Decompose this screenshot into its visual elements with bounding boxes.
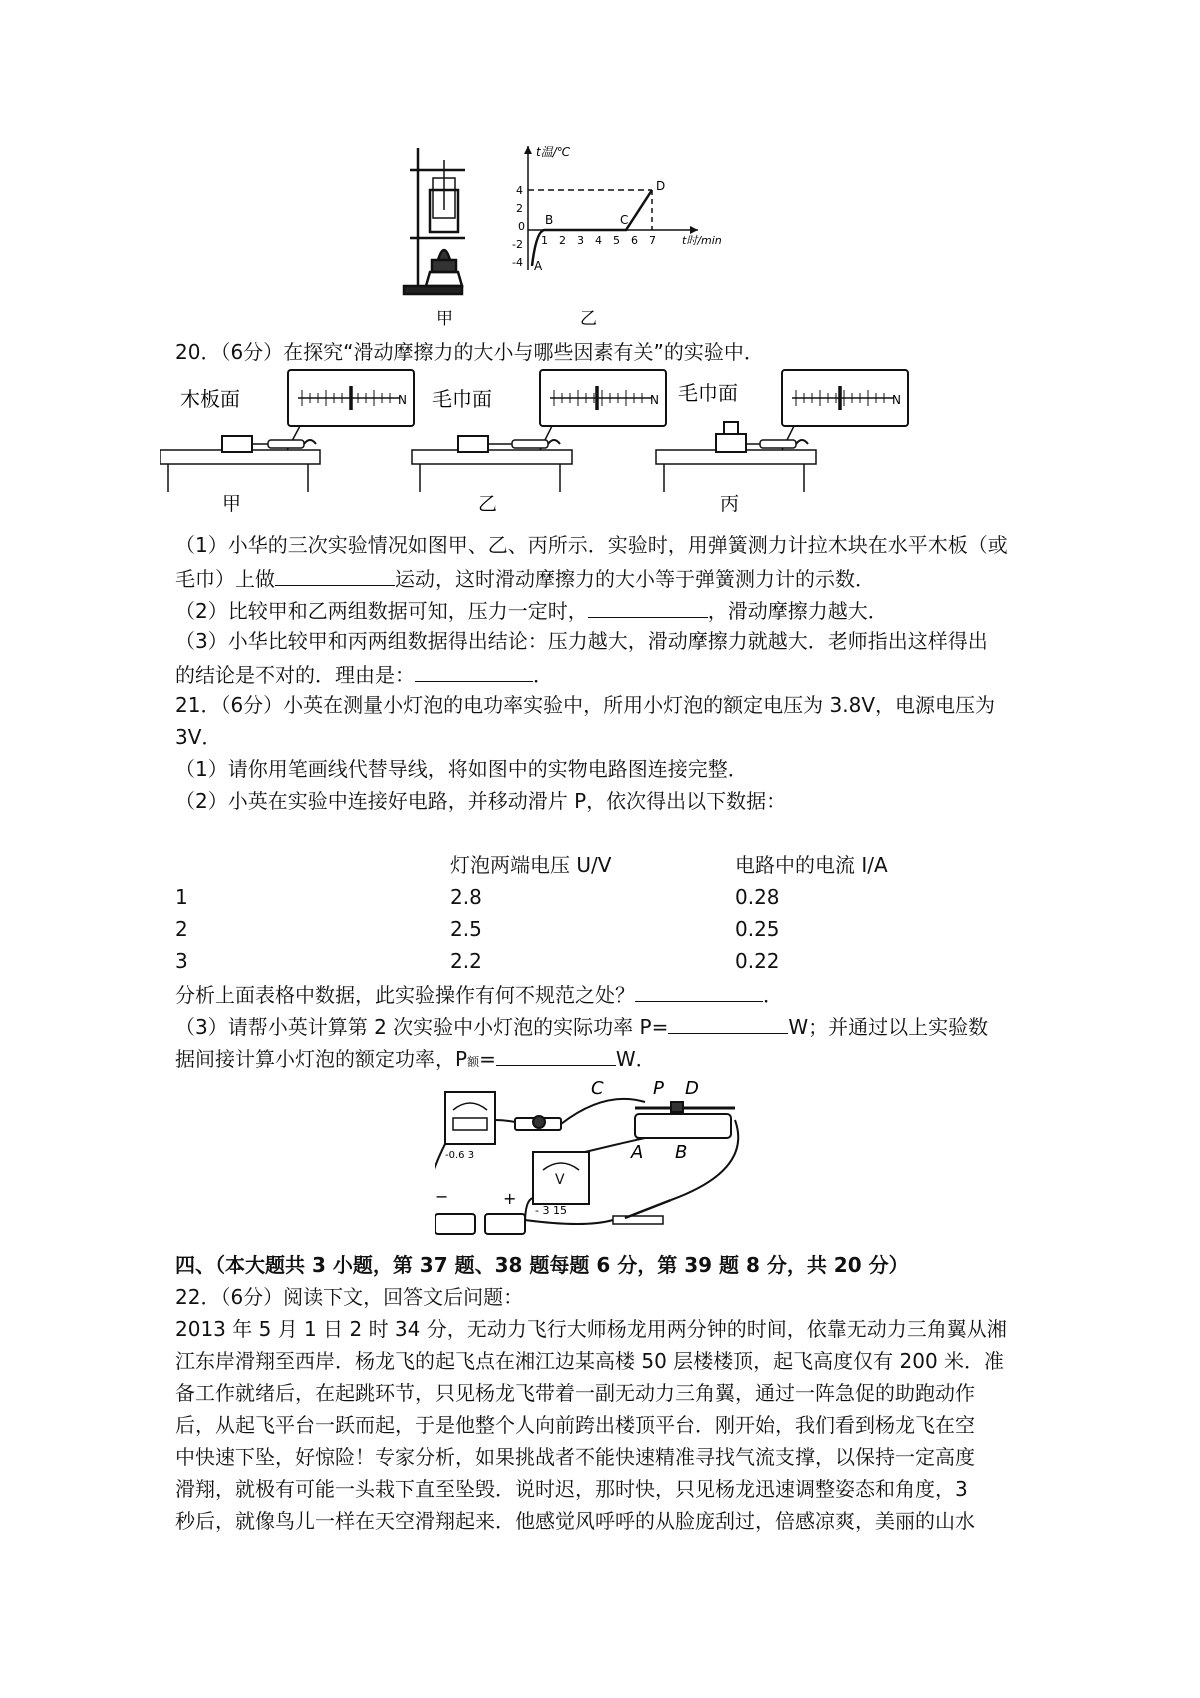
answer-blank[interactable] <box>275 563 395 586</box>
circuit-label-p: P <box>653 1080 664 1099</box>
graph-x-ticks <box>541 234 656 247</box>
table-header-voltage: 灯泡两端电压 U/V <box>450 853 612 877</box>
q20-part3-text-b: ． <box>533 663 553 687</box>
point-label-d: D <box>656 179 666 193</box>
x-tick: 7 <box>649 234 656 247</box>
q20-part1-text-a: 毛巾）上做 <box>175 567 275 591</box>
q22-intro: 22．（6分）阅读下文，回答文后问题： <box>175 1285 524 1309</box>
voltmeter-scale: - 3 15 <box>535 1204 567 1217</box>
q21-analysis <box>175 979 783 1009</box>
battery-cell <box>485 1214 525 1234</box>
table-row-1-index: 1 <box>175 885 188 909</box>
q20-part1-line1: （1）小华的三次实验情况如图甲、乙、丙所示．实验时，用弹簧测力计拉木块在水平木板（或 <box>175 533 1008 557</box>
x-tick: 2 <box>559 234 566 247</box>
answer-blank[interactable] <box>635 979 763 1002</box>
q21-analysis-text-b: ． <box>763 983 783 1007</box>
circuit-label-b: B <box>675 1142 688 1163</box>
q21-part1: （1）请你用笔画线代替导线，将如图中的实物电路图连接完整． <box>175 757 748 781</box>
table-row-2-index: 2 <box>175 917 188 941</box>
q20-part2-text-a: （2）比较甲和乙两组数据可知，压力一定时， <box>175 599 588 623</box>
panel-label-1: 甲 <box>222 493 242 515</box>
answer-blank[interactable] <box>496 1043 616 1066</box>
table-row-2-current: 0.25 <box>735 917 780 941</box>
q22-passage-line: 后，从起飞平台一跃而起，于是他整个人向前跨出楼顶平台．刚开始，我们看到杨龙飞在空 <box>175 1413 975 1437</box>
section-heading: 四、（本大题共 3 小题，第 37 题、38 题每题 6 分，第 39 题 8 分，共 20 分） <box>175 1253 909 1277</box>
answer-blank[interactable] <box>668 1011 788 1034</box>
q20-part3-text-a: 的结论是不对的．理由是： <box>175 663 415 687</box>
temperature-curve <box>532 190 652 266</box>
answer-blank[interactable] <box>415 659 533 682</box>
meter-unit: N <box>650 393 659 407</box>
x-tick: 5 <box>613 234 620 247</box>
graph-x-axis-label: t时/min <box>682 234 722 247</box>
table-header-current: 电路中的电流 I/A <box>735 853 888 877</box>
friction-panel-3 <box>656 370 908 515</box>
y-tick: -4 <box>512 256 523 269</box>
circuit-figure <box>435 1080 765 1245</box>
fig19-left-label: 甲 <box>436 309 453 329</box>
y-tick: 4 <box>516 184 523 197</box>
q21-part3-text-a: （3）请帮小英计算第 2 次实验中小灯泡的实际功率 P= <box>175 1015 669 1039</box>
q20-part1-text-b: 运动，这时滑动摩擦力的大小等于弹簧测力计的示数． <box>395 567 875 591</box>
table-row-1-current: 0.28 <box>735 885 780 909</box>
panel-label-3: 丙 <box>720 493 740 515</box>
y-tick: 2 <box>516 202 523 215</box>
friction-panel-2 <box>412 370 666 515</box>
friction-experiment-figure <box>160 368 1030 518</box>
q21-analysis-text-a: 分析上面表格中数据，此实验操作有何不规范之处？ <box>175 983 635 1007</box>
circuit-label-a: A <box>631 1142 644 1163</box>
battery-minus-sign: − <box>435 1187 449 1206</box>
y-tick: 0 <box>518 220 525 233</box>
surface-label-1: 木板面 <box>180 387 240 411</box>
q20-part3-line1: （3）小华比较甲和丙两组数据得出结论：压力越大，滑动摩擦力就越大．老师指出这样得出 <box>175 629 988 653</box>
ammeter-scale: -0.6 3 <box>445 1150 475 1161</box>
q21-intro-line1: 21．（6分）小英在测量小灯泡的电功率实验中，所用小灯泡的额定电压为 3.8V，电源电压为 <box>175 693 996 717</box>
point-label-a: A <box>534 259 543 273</box>
x-tick: 4 <box>595 234 602 247</box>
x-tick: 3 <box>577 234 584 247</box>
table-row-3-current: 0.22 <box>735 949 780 973</box>
q21-part3-text-c: 据间接计算小灯泡的额定功率，P <box>175 1047 468 1071</box>
table-row-2-voltage: 2.5 <box>450 917 482 941</box>
battery-plus-sign: + <box>503 1189 517 1208</box>
q21-part2: （2）小英在实验中连接好电路，并移动滑片 P，依次得出以下数据： <box>175 789 787 813</box>
q22-passage-line: 2013 年 5 月 1 日 2 时 34 分，无动力飞行大师杨龙用两分钟的时间，依靠无动力三角翼从湘 <box>175 1317 1007 1341</box>
q21-part3-line2 <box>175 1043 656 1076</box>
graph-y-ticks <box>512 184 525 269</box>
rated-subscript: 额 <box>467 1055 480 1069</box>
svg-text:V: V <box>555 1172 565 1188</box>
q22-passage-line: 江东岸滑翔至西岸．杨龙飞的起飞点在湘江边某高楼 50 层楼楼顶，起飞高度仅有 200 米．准 <box>175 1349 1005 1373</box>
surface-label-2: 毛巾面 <box>432 387 492 411</box>
answer-blank[interactable] <box>588 595 708 618</box>
point-label-c: C <box>620 213 629 227</box>
sliding-rheostat <box>635 1114 731 1138</box>
q22-passage-line: 秒后，就像鸟儿一样在天空滑翔起来．他感觉风呼呼的从脸庞刮过，倍感凉爽，美丽的山水 <box>175 1509 975 1533</box>
q22-passage-line: 备工作就绪后，在起跳环节，只见杨龙飞带着一副无动力三角翼，通过一阵急促的助跑动作 <box>175 1381 975 1405</box>
heating-apparatus-drawing <box>404 148 465 294</box>
q20-part2-text-b: ，滑动摩擦力越大． <box>707 599 888 623</box>
q21-part3-text-d: = <box>479 1047 496 1071</box>
y-tick: -2 <box>512 238 523 251</box>
friction-panel-1 <box>160 370 414 515</box>
panel-label-2: 乙 <box>478 493 498 515</box>
q22-passage-line: 中快速下坠，好惊险！专家分析，如果挑战者不能快速精准寻找气流支撑，以保持一定高度 <box>175 1445 975 1469</box>
meter-unit: N <box>398 393 407 407</box>
q20-part2 <box>175 595 888 625</box>
temperature-time-graph <box>512 145 722 273</box>
q21-intro-line2: 3V． <box>175 725 222 749</box>
circuit-label-d: D <box>685 1080 699 1099</box>
q21-part3-text-b: W；并通过以上实验数 <box>788 1015 989 1039</box>
q21-part3-line1 <box>175 1011 988 1041</box>
graph-y-axis-label: t温/℃ <box>536 145 571 159</box>
q21-part3-text-e: W． <box>615 1047 656 1071</box>
x-tick: 1 <box>541 234 548 247</box>
q20-intro: 20．（6分）在探究“滑动摩擦力的大小与哪些因素有关”的实验中． <box>175 340 764 364</box>
table-row-3-voltage: 2.2 <box>450 949 482 973</box>
table-row-3-index: 3 <box>175 949 188 973</box>
q19-figure <box>400 140 820 330</box>
fig19-right-label: 乙 <box>580 309 597 329</box>
q20-part1-line2 <box>175 563 875 593</box>
point-label-b: B <box>545 213 554 227</box>
table-row-1-voltage: 2.8 <box>450 885 482 909</box>
circuit-label-c: C <box>591 1080 604 1099</box>
surface-label-3: 毛巾面 <box>678 381 738 405</box>
battery-cell <box>435 1214 475 1234</box>
x-tick: 6 <box>631 234 638 247</box>
q20-part3-line2 <box>175 659 553 689</box>
q22-passage-line: 滑翔，就极有可能一头栽下直至坠毁．说时迟，那时快，只见杨龙迅速调整姿态和角度，3 <box>175 1477 968 1501</box>
meter-unit: N <box>892 393 901 407</box>
